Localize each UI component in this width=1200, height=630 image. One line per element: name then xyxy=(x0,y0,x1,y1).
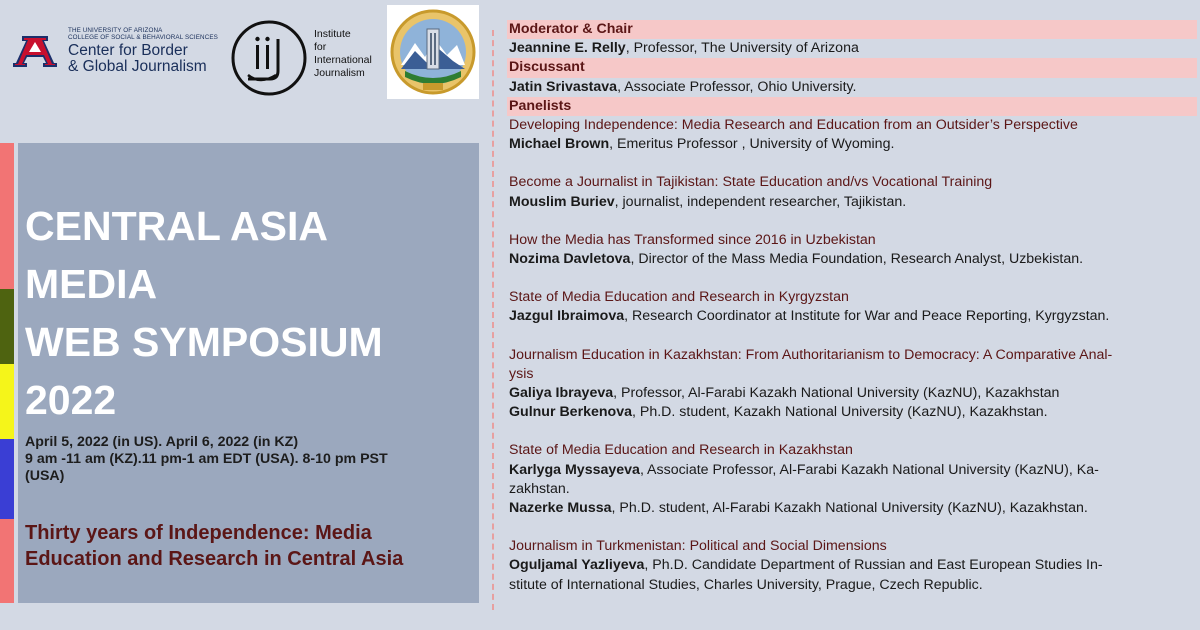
color-bar-coral xyxy=(0,143,14,289)
panelist-role: , Ph.D. student, Al-Farabi Kazakh National University (KazNU), Kazakhstan. xyxy=(611,500,1088,517)
panelist-name: Michael Brown xyxy=(509,136,610,153)
panelist-role: , Emeritus Professor , University of Wyoming. xyxy=(609,136,895,153)
panelist-name: Galiya Ibrayeva xyxy=(509,385,614,402)
panelist-name: Gulnur Berkenova xyxy=(509,404,632,421)
panelist-role: , Director of the Mass Media Foundation, Research Analyst, Uzbekistan. xyxy=(630,251,1084,268)
iij-line3: International xyxy=(314,54,372,67)
panelist-entry xyxy=(509,403,1197,422)
panelist-role: , Research Coordinator at Institute for War and Peace Reporting, Kyrgyzstan. xyxy=(624,308,1110,325)
subtitle-line2: Education and Research in Central Asia xyxy=(25,548,404,570)
event-title-line4: 2022 xyxy=(25,377,117,423)
moderator-entry xyxy=(509,39,1197,58)
spacer xyxy=(509,269,1197,288)
panelist-role: , Professor, Al-Farabi Kazakh National University (KazNU), Kazakhstan xyxy=(613,385,1060,402)
panel-talk-title: State of Media Education and Research in Kazakhstan xyxy=(509,442,853,459)
discussant-role: , Associate Professor, Ohio University. xyxy=(617,78,857,95)
panelist-name: Jazgul Ibraimova xyxy=(509,308,625,325)
iij-line1: Institute xyxy=(314,28,351,40)
panelist-role: , Ph.D. Candidate Department of Russian and East European Studies In- xyxy=(644,557,1103,574)
event-title-line3: WEB SYMPOSIUM xyxy=(25,319,383,365)
moderator-role: , Professor, The University of Arizona xyxy=(625,40,859,57)
subtitle-line1: Thirty years of Independence: Media xyxy=(25,522,372,544)
panelist-entry xyxy=(509,461,1197,480)
panelist-entry xyxy=(509,556,1197,575)
date-line2: 9 am -11 am (KZ).11 pm-1 am EDT (USA). 8-10 pm PST xyxy=(25,451,388,468)
panelist-entry xyxy=(509,499,1197,518)
program-column xyxy=(509,20,1197,595)
panel-talk-title: Developing Independence: Media Research and Education from an Outsider’s Perspective xyxy=(509,117,1078,134)
ua-center-line2: & Global Journalism xyxy=(68,58,207,76)
event-title-line2: MEDIA xyxy=(25,261,158,307)
ua-name: THE UNIVERSITY OF ARIZONA xyxy=(68,27,163,34)
color-bar-coral-bottom xyxy=(0,519,14,603)
date-line1: April 5, 2022 (in US). April 6, 2022 (in KZ) xyxy=(25,434,299,450)
event-title-line1: CENTRAL ASIA xyxy=(25,203,328,249)
panelist-entry xyxy=(509,307,1197,326)
spacer xyxy=(509,422,1197,441)
panelist-name: Mouslim Buriev xyxy=(509,193,615,210)
panel-talk-title: Journalism in Turkmenistan: Political and Social Dimensions xyxy=(509,538,887,555)
panelist-name: Nozima Davletova xyxy=(509,251,631,268)
panelists-heading: Panelists xyxy=(507,97,1197,116)
panel-talk-title: Become a Journalist in Tajikistan: State Education and/vs Vocational Training xyxy=(509,174,993,191)
panel-talk-title: Journalism Education in Kazakhstan: From Authoritarianism to Democracy: A Comparative Anal- xyxy=(509,346,1113,363)
panelist-entry xyxy=(509,384,1197,403)
panel-talk-title: How the Media has Transformed since 2016 in Uzbekistan xyxy=(509,231,876,248)
iij-line2: for xyxy=(314,41,327,54)
color-bar-strip xyxy=(0,143,14,603)
panelist-role: , Associate Professor, Al-Farabi Kazakh National University (KazNU), Ka- xyxy=(639,461,1099,478)
date-line3: (USA) xyxy=(25,468,65,485)
panel-talk-title-cont: ysis xyxy=(509,365,534,382)
event-title xyxy=(25,197,475,429)
dashed-divider xyxy=(492,30,494,610)
moderator-name: Jeannine E. Relly xyxy=(509,40,626,57)
panel-talk-title: State of Media Education and Research in Kyrgyzstan xyxy=(509,289,849,306)
panelist-entry xyxy=(509,250,1197,269)
panelist-role-cont: zakhstan. xyxy=(509,480,570,497)
spacer xyxy=(509,518,1197,537)
event-dates xyxy=(25,434,475,486)
color-bar-yellow xyxy=(0,364,14,439)
panelist-entry xyxy=(509,193,1197,212)
panelist-name: Karlyga Myssayeva xyxy=(509,461,640,478)
iij-wordmark xyxy=(314,28,394,80)
panelist-name: Oguljamal Yazliyeva xyxy=(509,557,645,574)
panelist-role-cont: stitute of International Studies, Charles University, Prague, Czech Republic. xyxy=(509,576,983,593)
university-of-arizona-logo-icon xyxy=(10,32,60,68)
discussant-name: Jatin Srivastava xyxy=(509,78,618,95)
discussant-entry xyxy=(509,78,1197,97)
color-bar-blue xyxy=(0,439,14,519)
event-subtitle xyxy=(25,520,480,572)
panelist-role: , journalist, independent researcher, Tajikistan. xyxy=(614,193,907,210)
discussant-heading: Discussant xyxy=(507,58,1197,77)
iij-logo-icon xyxy=(230,19,308,97)
spacer xyxy=(509,212,1197,231)
spacer xyxy=(509,154,1197,173)
moderator-heading: Moderator & Chair xyxy=(507,20,1197,39)
kaznu-seal-icon xyxy=(387,5,479,99)
spacer xyxy=(509,327,1197,346)
panelist-role: , Ph.D. student, Kazakh National University (KazNU), Kazakhstan. xyxy=(632,404,1048,421)
ua-center-line1: Center for Border xyxy=(68,42,188,60)
panelist-name: Nazerke Mussa xyxy=(509,500,612,517)
ua-college: COLLEGE OF SOCIAL & BEHAVIORAL SCIENCES xyxy=(68,33,218,41)
color-bar-olive xyxy=(0,289,14,364)
ua-wordmark xyxy=(68,28,228,76)
iij-line4: Journalism xyxy=(314,67,365,80)
panelist-entry xyxy=(509,135,1197,154)
